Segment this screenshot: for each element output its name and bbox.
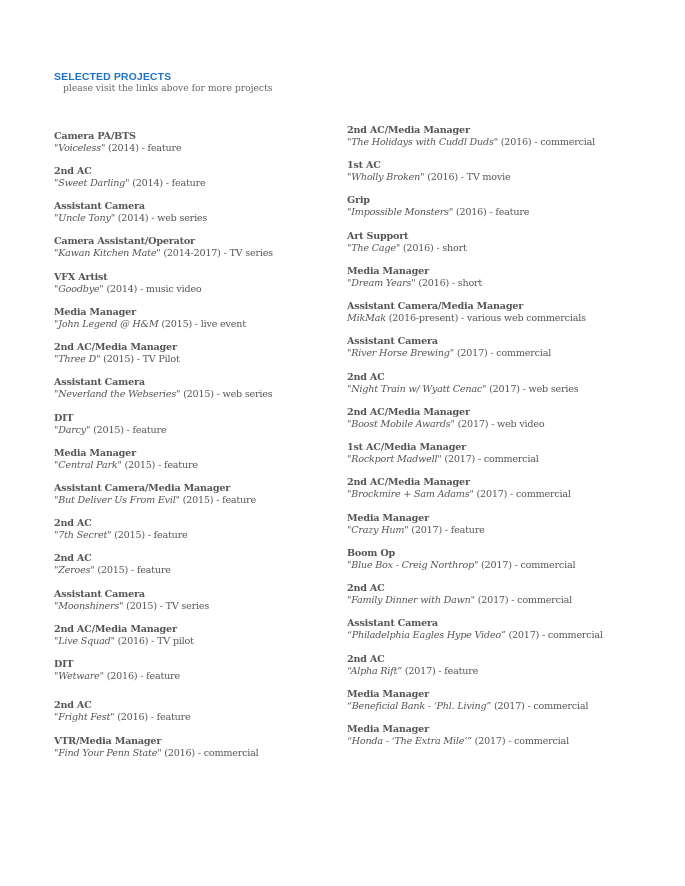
close-quote: " xyxy=(119,601,124,612)
project-entry xyxy=(54,624,194,648)
project-year-type: (2015) - feature xyxy=(179,495,256,506)
project-year-type: (2015) - web series xyxy=(180,389,273,400)
project-role: Media Manager xyxy=(347,689,429,700)
project-year-type: (2015) - feature xyxy=(94,565,171,576)
project-role: VFX Artist xyxy=(54,272,108,283)
project-role: VTR/Media Manager xyxy=(54,736,162,747)
project-year-type: (2017) - commercial xyxy=(474,595,573,606)
close-quote: " xyxy=(448,207,454,218)
project-title: Darcy xyxy=(58,425,87,436)
project-title: John Legend @ H&M xyxy=(58,319,159,330)
project-title: Wetware xyxy=(58,671,100,682)
project-year-type: (2016) - feature xyxy=(114,712,191,723)
project-title: But Deliver Us From Evil xyxy=(58,495,176,506)
project-year-type: (2017) - feature xyxy=(401,666,479,677)
project-description xyxy=(54,460,198,472)
open-quote: " xyxy=(54,354,59,365)
project-entry xyxy=(347,724,569,748)
project-role: 1st AC/Media Manager xyxy=(347,442,466,453)
project-role: 2nd AC/Media Manager xyxy=(54,342,177,353)
project-title: Find Your Penn State xyxy=(58,748,158,759)
project-description xyxy=(347,172,510,184)
close-quote: " xyxy=(99,284,104,295)
project-description xyxy=(347,348,551,360)
project-year-type: (2015) - feature xyxy=(90,425,167,436)
project-title: 7th Secret xyxy=(58,530,108,541)
project-title: Wholly Broken xyxy=(351,172,421,183)
project-title: Rockport Madwell xyxy=(351,454,438,465)
project-entry xyxy=(347,513,485,537)
project-description xyxy=(54,389,273,401)
project-description xyxy=(347,419,544,431)
project-title: Live Squad xyxy=(58,636,111,647)
project-year-type: (2017) - commercial xyxy=(505,630,603,641)
project-title: “Philadelphia Eagles Hype Video” xyxy=(347,630,506,641)
project-year-type: (2014-2017) - TV series xyxy=(160,248,273,259)
project-role: Media Manager xyxy=(347,266,429,277)
project-title: Family Dinner with Dawn xyxy=(351,595,471,606)
project-title: Dream Years xyxy=(351,278,412,289)
project-role: 2nd AC xyxy=(347,654,385,665)
project-description xyxy=(54,319,246,331)
close-quote: " xyxy=(176,389,181,400)
close-quote: " xyxy=(107,530,112,541)
project-entry xyxy=(54,272,202,296)
project-entry xyxy=(54,377,273,401)
project-role: Assistant Camera xyxy=(54,377,145,388)
project-entry xyxy=(54,131,181,155)
project-role: Assistant Camera xyxy=(54,589,145,600)
close-quote: " xyxy=(110,636,115,647)
open-quote: " xyxy=(347,207,352,218)
project-entry xyxy=(54,342,180,366)
project-description xyxy=(347,525,485,537)
project-description xyxy=(54,530,188,542)
project-title: Night Train w/ Wyatt Cenac xyxy=(351,384,483,395)
project-role: Art Support xyxy=(347,231,409,242)
project-role: Assistant Camera xyxy=(54,201,145,212)
open-quote: " xyxy=(54,460,59,471)
project-year-type: (2016) - commercial xyxy=(161,748,259,759)
project-entry xyxy=(54,201,207,225)
close-quote: " xyxy=(470,595,475,606)
project-entry xyxy=(54,483,256,507)
project-year-type: (2016) - short xyxy=(415,278,483,289)
open-quote: " xyxy=(347,348,352,359)
project-description xyxy=(347,736,569,748)
project-description xyxy=(347,278,482,290)
open-quote: " xyxy=(347,384,352,395)
project-title: Voiceless xyxy=(58,143,101,154)
project-year-type: (2014) - music video xyxy=(103,284,202,295)
project-description xyxy=(54,671,180,683)
project-year-type: (2015) - TV Pilot xyxy=(100,354,180,365)
open-quote: " xyxy=(347,595,352,606)
project-entry xyxy=(347,195,529,219)
open-quote: " xyxy=(347,243,352,254)
close-quote: " xyxy=(90,565,95,576)
close-quote: " xyxy=(482,384,487,395)
project-description xyxy=(347,313,586,325)
project-title: Uncle Tony xyxy=(58,213,111,224)
project-role: 2nd AC xyxy=(347,583,385,594)
open-quote: " xyxy=(54,636,59,647)
open-quote: " xyxy=(54,495,59,506)
project-entry xyxy=(347,548,575,572)
project-entry xyxy=(347,336,551,360)
project-title: “Beneficial Bank - ‘Phl. Living” xyxy=(347,701,492,712)
project-title: River Horse Brewing xyxy=(351,348,450,359)
project-description xyxy=(347,701,588,713)
project-description xyxy=(54,748,259,760)
open-quote: " xyxy=(54,712,59,723)
project-role: 2nd AC xyxy=(54,518,92,529)
open-quote: " xyxy=(54,178,59,189)
open-quote: " xyxy=(347,419,352,430)
project-year-type: (2015) - live event xyxy=(158,319,246,330)
close-quote: " xyxy=(86,425,91,436)
close-quote: " xyxy=(96,354,101,365)
close-quote: " xyxy=(469,489,474,500)
project-title: Brockmire + Sam Adams xyxy=(351,489,470,500)
project-role: DIT xyxy=(54,413,74,424)
project-year-type: (2016) - feature xyxy=(453,207,530,218)
close-quote: " xyxy=(157,748,162,759)
project-description xyxy=(347,137,595,149)
project-title: The Holidays with Cuddl Duds xyxy=(351,137,494,148)
open-quote: " xyxy=(54,601,59,612)
open-quote: " xyxy=(54,530,59,541)
project-description xyxy=(54,248,273,260)
project-role: Boom Op xyxy=(347,548,396,559)
project-title: Blue Box - Creig Northrop xyxy=(351,560,474,571)
project-entry xyxy=(347,372,579,396)
project-role: 2nd AC/Media Manager xyxy=(347,477,470,488)
project-year-type: (2017) - commercial xyxy=(441,454,539,465)
project-entry xyxy=(347,125,595,149)
open-quote: " xyxy=(54,565,59,576)
project-role: Assistant Camera/Media Manager xyxy=(54,483,231,494)
project-role: Media Manager xyxy=(54,448,136,459)
project-title: Boost Mobile Awards xyxy=(351,419,451,430)
project-description xyxy=(54,425,166,437)
open-quote: " xyxy=(347,278,352,289)
close-quote: " xyxy=(493,137,498,148)
close-quote: " xyxy=(110,712,115,723)
project-title: Crazy Hum xyxy=(351,525,405,536)
project-entry xyxy=(54,307,246,331)
project-entry xyxy=(347,266,482,290)
project-description xyxy=(347,630,603,642)
project-role: Camera PA/BTS xyxy=(54,131,136,142)
close-quote: " xyxy=(450,419,455,430)
project-entry xyxy=(347,477,571,501)
open-quote: " xyxy=(54,284,59,295)
project-entry xyxy=(54,553,171,577)
project-year-type: (2016) - feature xyxy=(103,671,180,682)
project-entry xyxy=(54,589,209,613)
project-year-type: (2016) - commercial xyxy=(497,137,596,148)
project-entry xyxy=(347,160,510,184)
open-quote: " xyxy=(54,389,59,400)
project-title: Moonshiners xyxy=(58,601,120,612)
project-year-type: (2017) - web video xyxy=(454,419,545,430)
project-description xyxy=(347,560,575,572)
close-quote: " xyxy=(156,248,161,259)
project-entry xyxy=(347,301,586,325)
project-entry xyxy=(347,407,544,431)
project-title: Neverland the Webseries xyxy=(58,389,177,400)
close-quote: " xyxy=(99,671,104,682)
project-description xyxy=(54,495,256,507)
project-description xyxy=(347,595,572,607)
project-year-type: (2015) - feature xyxy=(111,530,188,541)
section-subtitle: please visit the links above for more projects xyxy=(63,83,273,94)
close-quote: " xyxy=(110,213,115,224)
section-title: SELECTED PROJECTS xyxy=(54,71,172,83)
section-header xyxy=(54,71,272,95)
project-title: Goodbye xyxy=(58,284,100,295)
project-role: Media Manager xyxy=(347,513,429,524)
close-quote: " xyxy=(437,454,442,465)
project-role: 2nd AC xyxy=(54,166,92,177)
close-quote: " xyxy=(473,560,479,571)
project-title: MikMak xyxy=(347,313,386,324)
project-role: Assistant Camera xyxy=(347,618,438,629)
project-year-type: (2016) - short xyxy=(400,243,467,254)
close-quote: " xyxy=(404,525,409,536)
open-quote: " xyxy=(347,137,352,148)
project-description xyxy=(54,143,181,155)
project-description xyxy=(54,213,207,225)
close-quote: " xyxy=(125,178,130,189)
open-quote: " xyxy=(54,671,59,682)
project-description xyxy=(54,601,209,613)
project-entry xyxy=(54,736,259,760)
project-title: “Alpha Rift” xyxy=(347,666,402,677)
project-description xyxy=(54,354,180,366)
project-year-type: (2017) - commercial xyxy=(473,489,571,500)
open-quote: " xyxy=(54,143,59,154)
project-title: Zeroes xyxy=(58,565,91,576)
project-role: Media Manager xyxy=(347,724,429,735)
project-description xyxy=(54,178,205,190)
project-entry xyxy=(54,236,273,260)
project-year-type: (2014) - feature xyxy=(105,143,182,154)
open-quote: " xyxy=(54,748,59,759)
close-quote: " xyxy=(100,143,106,154)
project-year-type: (2014) - feature xyxy=(129,178,206,189)
open-quote: " xyxy=(347,454,352,465)
close-quote: " xyxy=(117,460,122,471)
project-description xyxy=(347,207,529,219)
project-title: Central Park xyxy=(58,460,118,471)
project-entry xyxy=(54,448,198,472)
project-entry xyxy=(54,518,188,542)
project-year-type: (2015) - TV series xyxy=(123,601,210,612)
project-year-type: (2017) - web series xyxy=(486,384,579,395)
close-quote: " xyxy=(449,348,454,359)
project-entry xyxy=(347,442,539,466)
project-description xyxy=(347,454,539,466)
project-role: DIT xyxy=(54,659,74,670)
open-quote: " xyxy=(347,560,352,571)
project-entry xyxy=(347,654,478,678)
project-description xyxy=(347,243,467,255)
project-role: 2nd AC/Media Manager xyxy=(347,407,470,418)
project-year-type: (2016-present) - various web commercials xyxy=(385,313,586,324)
project-year-type: (2017) - commercial xyxy=(471,736,569,747)
project-title: The Cage xyxy=(351,243,396,254)
project-role: 2nd AC/Media Manager xyxy=(54,624,177,635)
project-role: Camera Assistant/Operator xyxy=(54,236,195,247)
project-role: 2nd AC xyxy=(347,372,385,383)
project-entry xyxy=(347,618,603,642)
project-entry xyxy=(347,583,572,607)
project-entry xyxy=(347,231,467,255)
open-quote: " xyxy=(54,248,59,259)
project-year-type: (2017) - commercial xyxy=(491,701,589,712)
project-role: 2nd AC/Media Manager xyxy=(347,125,470,136)
project-entry xyxy=(54,413,166,437)
project-role: Assistant Camera xyxy=(347,336,438,347)
project-description xyxy=(54,565,171,577)
close-quote: " xyxy=(411,278,416,289)
project-role: 1st AC xyxy=(347,160,381,171)
open-quote: " xyxy=(54,213,59,224)
close-quote: " xyxy=(420,172,425,183)
project-role: Assistant Camera/Media Manager xyxy=(347,301,524,312)
project-role: Grip xyxy=(347,195,370,206)
project-description xyxy=(347,384,579,396)
project-title: Impossible Monsters xyxy=(351,207,449,218)
open-quote: " xyxy=(54,425,59,436)
project-entry xyxy=(54,659,180,683)
project-year-type: (2016) - TV movie xyxy=(424,172,511,183)
project-year-type: (2016) - TV pilot xyxy=(114,636,194,647)
project-year-type: (2014) - web series xyxy=(114,213,208,224)
project-title: Three D xyxy=(58,354,97,365)
close-quote: " xyxy=(175,495,180,506)
project-entry xyxy=(54,166,205,190)
project-year-type: (2017) - commercial xyxy=(453,348,552,359)
open-quote: " xyxy=(347,172,352,183)
project-title: Sweet Darling xyxy=(58,178,126,189)
project-description xyxy=(347,666,478,678)
project-title: Fright Fest xyxy=(58,712,111,723)
project-entry xyxy=(347,689,588,713)
project-title: “Honda - ‘The Extra Mile’” xyxy=(347,736,472,747)
project-description xyxy=(347,489,571,501)
project-year-type: (2017) - commercial xyxy=(478,560,576,571)
open-quote: " xyxy=(54,319,59,330)
project-role: Media Manager xyxy=(54,307,136,318)
project-entry xyxy=(54,700,191,724)
close-quote: " xyxy=(395,243,401,254)
project-role: 2nd AC xyxy=(54,553,92,564)
open-quote: " xyxy=(347,525,352,536)
project-description xyxy=(54,636,194,648)
project-year-type: (2015) - feature xyxy=(121,460,198,471)
project-description xyxy=(54,284,202,296)
open-quote: " xyxy=(347,489,352,500)
project-description xyxy=(54,712,191,724)
project-year-type: (2017) - feature xyxy=(408,525,485,536)
project-title: Kawan Kitchen Mate xyxy=(58,248,157,259)
project-role: 2nd AC xyxy=(54,700,92,711)
